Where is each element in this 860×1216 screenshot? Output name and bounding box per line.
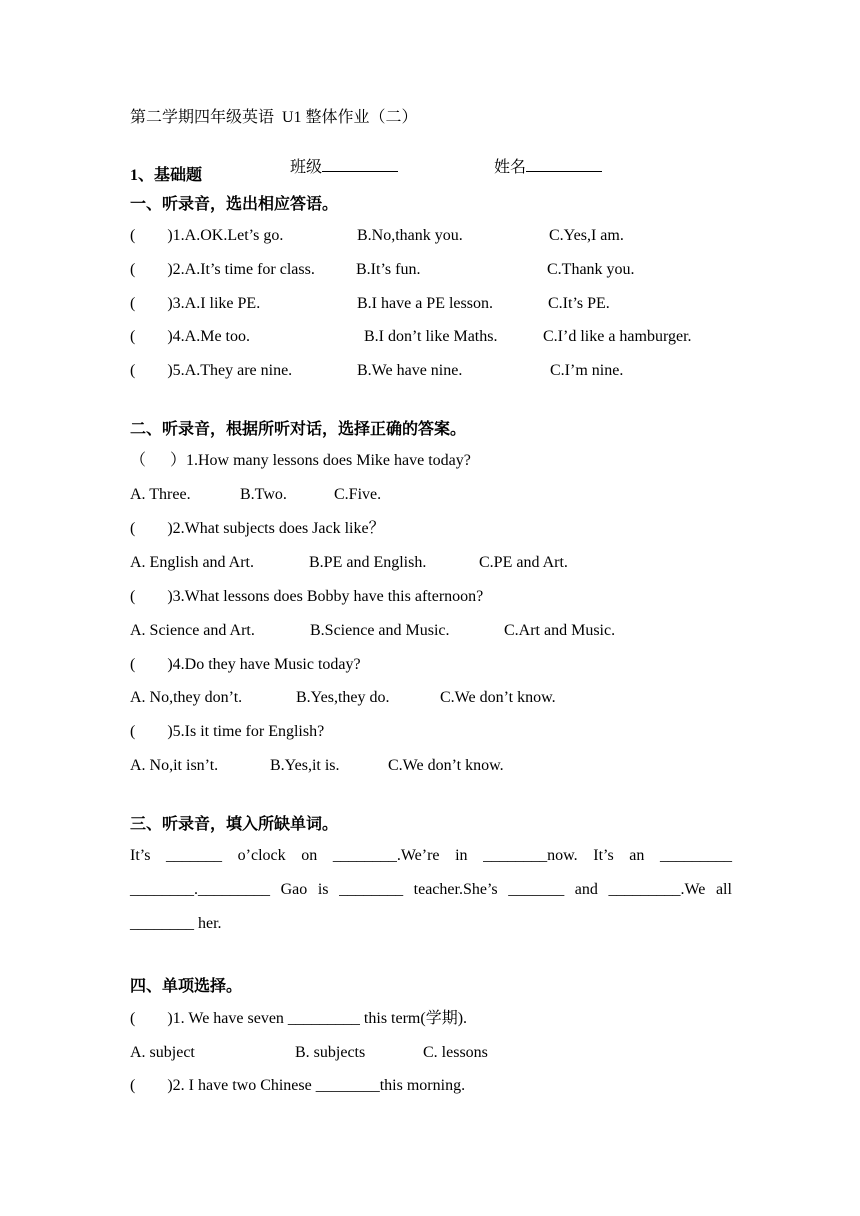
part2-heading: 二、听录音，根据所听对话，选择正确的答案。 (130, 421, 467, 438)
part2-q1-b: B.Two. (240, 486, 287, 503)
part2-q3: ( )3.What lessons does Bobby have this afternoon? (130, 588, 484, 605)
part3-line2 (130, 880, 732, 900)
word: o’clock (237, 847, 286, 864)
word: all (715, 881, 732, 898)
part1-item1-c: C.Yes,I am. (549, 227, 624, 244)
part1-item1-b: B.No,thank you. (357, 227, 463, 244)
part2-q4-b: B.Yes,they do. (296, 689, 390, 706)
word: Gao (280, 881, 308, 898)
word: teacher.She’s (413, 881, 498, 898)
part2-q2-c: C.PE and Art. (479, 554, 568, 571)
part2-q5-c: C.We don’t know. (388, 757, 504, 774)
part2-q2-a: A. English and Art. (130, 554, 254, 571)
class-blank[interactable] (322, 157, 398, 172)
word: is (317, 881, 329, 898)
word: on (301, 847, 318, 864)
fill-blank[interactable]: _________.We (608, 881, 706, 898)
class-field (282, 137, 398, 178)
part1-item3-b: B.I have a PE lesson. (357, 295, 493, 312)
class-label: 班级 (290, 159, 323, 176)
part1-item1-a: ( )1.A.OK.Let’s go. (130, 227, 284, 244)
word: in (455, 847, 468, 864)
part1-item5-b: B.We have nine. (357, 362, 463, 379)
part1-item5-c: C.I’m nine. (550, 362, 624, 379)
part2-q3-b: B.Science and Music. (310, 622, 450, 639)
part3-line3: ________ her. (130, 915, 222, 932)
fill-blank[interactable]: ________now. (483, 847, 578, 864)
part4-q1-c: C. lessons (423, 1044, 488, 1061)
part2-q2-b: B.PE and English. (309, 554, 427, 571)
part4-q2: ( )2. I have two Chinese ________this morning. (130, 1077, 466, 1094)
part4-heading: 四、单项选择。 (130, 978, 243, 995)
word: It’s (593, 847, 614, 864)
part1-item2-a: ( )2.A.It’s time for class. (130, 261, 315, 278)
part2-q5-a: A. No,it isn’t. (130, 757, 219, 774)
part3-heading: 三、听录音，填入所缺单词。 (130, 816, 339, 833)
part1-item4-c: C.I’d like a hamburger. (543, 328, 692, 345)
part2-q5: ( )5.Is it time for English? (130, 723, 325, 740)
part1-heading: 一、听录音，选出相应答语。 (130, 196, 339, 213)
fill-blank[interactable]: _______ (508, 881, 565, 898)
word: an (629, 847, 645, 864)
page-title: 第二学期四年级英语 U1 整体作业（二） (130, 109, 418, 126)
fill-blank[interactable]: ________.We’re (332, 847, 440, 864)
word: and (574, 881, 598, 898)
part4-q1-a: A. subject (130, 1044, 195, 1061)
part2-q5-b: B.Yes,it is. (270, 757, 340, 774)
part1-item3-c: C.It’s PE. (548, 295, 610, 312)
name-blank[interactable] (526, 157, 602, 172)
part2-q4-a: A. No,they don’t. (130, 689, 243, 706)
part4-q1: ( )1. We have seven _________ this term(学期). (130, 1010, 468, 1027)
section-basic: 1、基础题 (130, 167, 203, 184)
fill-blank[interactable]: _______ (166, 847, 223, 864)
fill-blank[interactable]: ________ (339, 881, 404, 898)
part1-item2-c: C.Thank you. (547, 261, 635, 278)
fill-blank[interactable]: ________._________ (130, 881, 270, 898)
name-label: 姓名 (494, 159, 527, 176)
part2-q1-a: A. Three. (130, 486, 191, 503)
part2-q1: （ ）1.How many lessons does Mike have today? (130, 452, 471, 469)
part1-item4-b: B.I don’t like Maths. (364, 328, 498, 345)
part1-item4-a: ( )4.A.Me too. (130, 328, 250, 345)
part2-q3-c: C.Art and Music. (504, 622, 616, 639)
part2-q4: ( )4.Do they have Music today? (130, 656, 361, 673)
part2-q2: ( )2.What subjects does Jack like？ (130, 520, 385, 537)
part3-line1 (130, 846, 732, 866)
part2-q3-a: A. Science and Art. (130, 622, 255, 639)
part2-q1-c: C.Five. (334, 486, 382, 503)
part1-item3-a: ( )3.A.I like PE. (130, 295, 261, 312)
fill-blank[interactable]: _________ (660, 847, 732, 864)
part4-q1-b: B. subjects (295, 1044, 366, 1061)
word: It’s (130, 847, 151, 864)
part1-item2-b: B.It’s fun. (356, 261, 421, 278)
name-field (486, 137, 602, 178)
part1-item5-a: ( )5.A.They are nine. (130, 362, 293, 379)
part2-q4-c: C.We don’t know. (440, 689, 556, 706)
